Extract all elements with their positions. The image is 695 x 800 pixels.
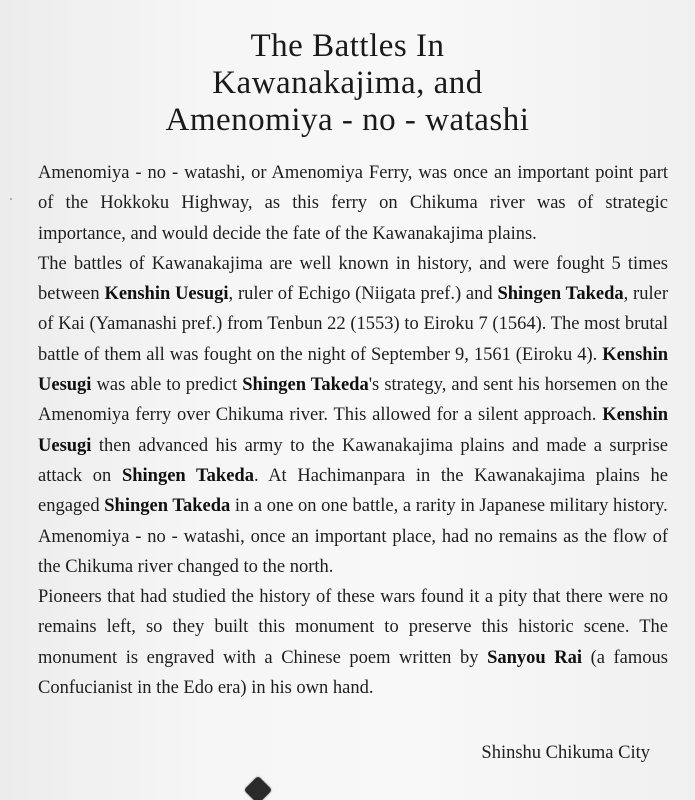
paragraph-text: The battles of Kawanakajima are well known in history, and were fought 5 times between <box>38 253 668 305</box>
paragraph-text: was able to predict <box>91 375 243 396</box>
paragraph-battles <box>38 249 668 522</box>
surface-speck <box>10 198 12 200</box>
paragraph-text: 's strategy, and sent his horsemen on the Amenomiya ferry over Chikuma river. This allowed for a silent approach. <box>38 375 668 426</box>
title-line-3: Amenomiya - no - watashi <box>165 102 530 138</box>
paragraph-text: then advanced his army to the Kawanakajima plains and made a surprise attack on <box>38 435 668 486</box>
title-line-1: The Battles In <box>250 28 445 64</box>
paragraph-ferry-intro: Amenomiya - no - watashi, or Amenomiya Ferry, was once an important point part of the Hokkoku Highway, as this ferry on Chikuma river was of strategic importance, and would decide the fate of the Kawanakajima plains. <box>38 163 668 244</box>
person-name-shingen-takeda: Shingen Takeda <box>242 375 369 396</box>
person-name-shingen-takeda: Shingen Takeda <box>121 465 254 486</box>
mounting-bolt <box>244 776 272 800</box>
sign-title <box>0 28 695 139</box>
paragraph-remains: Amenomiya - no - watashi, once an important place, had no remains as the flow of the Chikuma river changed to the north. <box>38 526 668 577</box>
person-name-shingen-takeda: Shingen Takeda <box>497 284 624 305</box>
person-name-kenshin-uesugi: Kenshin Uesugi <box>38 344 668 396</box>
paragraph-text: . At Hachimanpara in the Kawanakajima plains he engaged <box>38 465 668 517</box>
paragraph-text: in a one on one battle, a rarity in Japanese military history. <box>230 496 668 517</box>
sign-body <box>38 158 668 703</box>
paragraph-text: , ruler of Kai (Yamanashi pref.) from Tenbun 22 (1553) to Eiroku 7 (1564). The most brutal battle of them all was fought on the night of September 9, 1561 (Eiroku 4). <box>38 284 668 365</box>
paragraph-text: (a famous Confucianist in the Edo era) in his own hand. <box>38 647 668 699</box>
person-name-kenshin-uesugi: Kenshin Uesugi <box>38 405 668 456</box>
paragraph-monument <box>38 582 668 703</box>
person-name-shingen-takeda: Shingen Takeda <box>104 496 231 517</box>
person-name-kenshin-uesugi: Kenshin Uesugi <box>104 284 229 305</box>
title-line-2: Kawanakajima, and <box>212 65 483 101</box>
paragraph-text: Pioneers that had studied the history of these wars found it a pity that there were no remains left, so they built this monument to preserve this historic scene. The monument is engraved with a Chinese poem written by <box>38 587 668 668</box>
signature: Shinshu Chikuma City <box>481 743 650 763</box>
paragraph-text: , ruler of Echigo (Niigata pref.) and <box>228 284 498 305</box>
person-name-sanyou-rai: Sanyou Rai <box>487 647 583 668</box>
